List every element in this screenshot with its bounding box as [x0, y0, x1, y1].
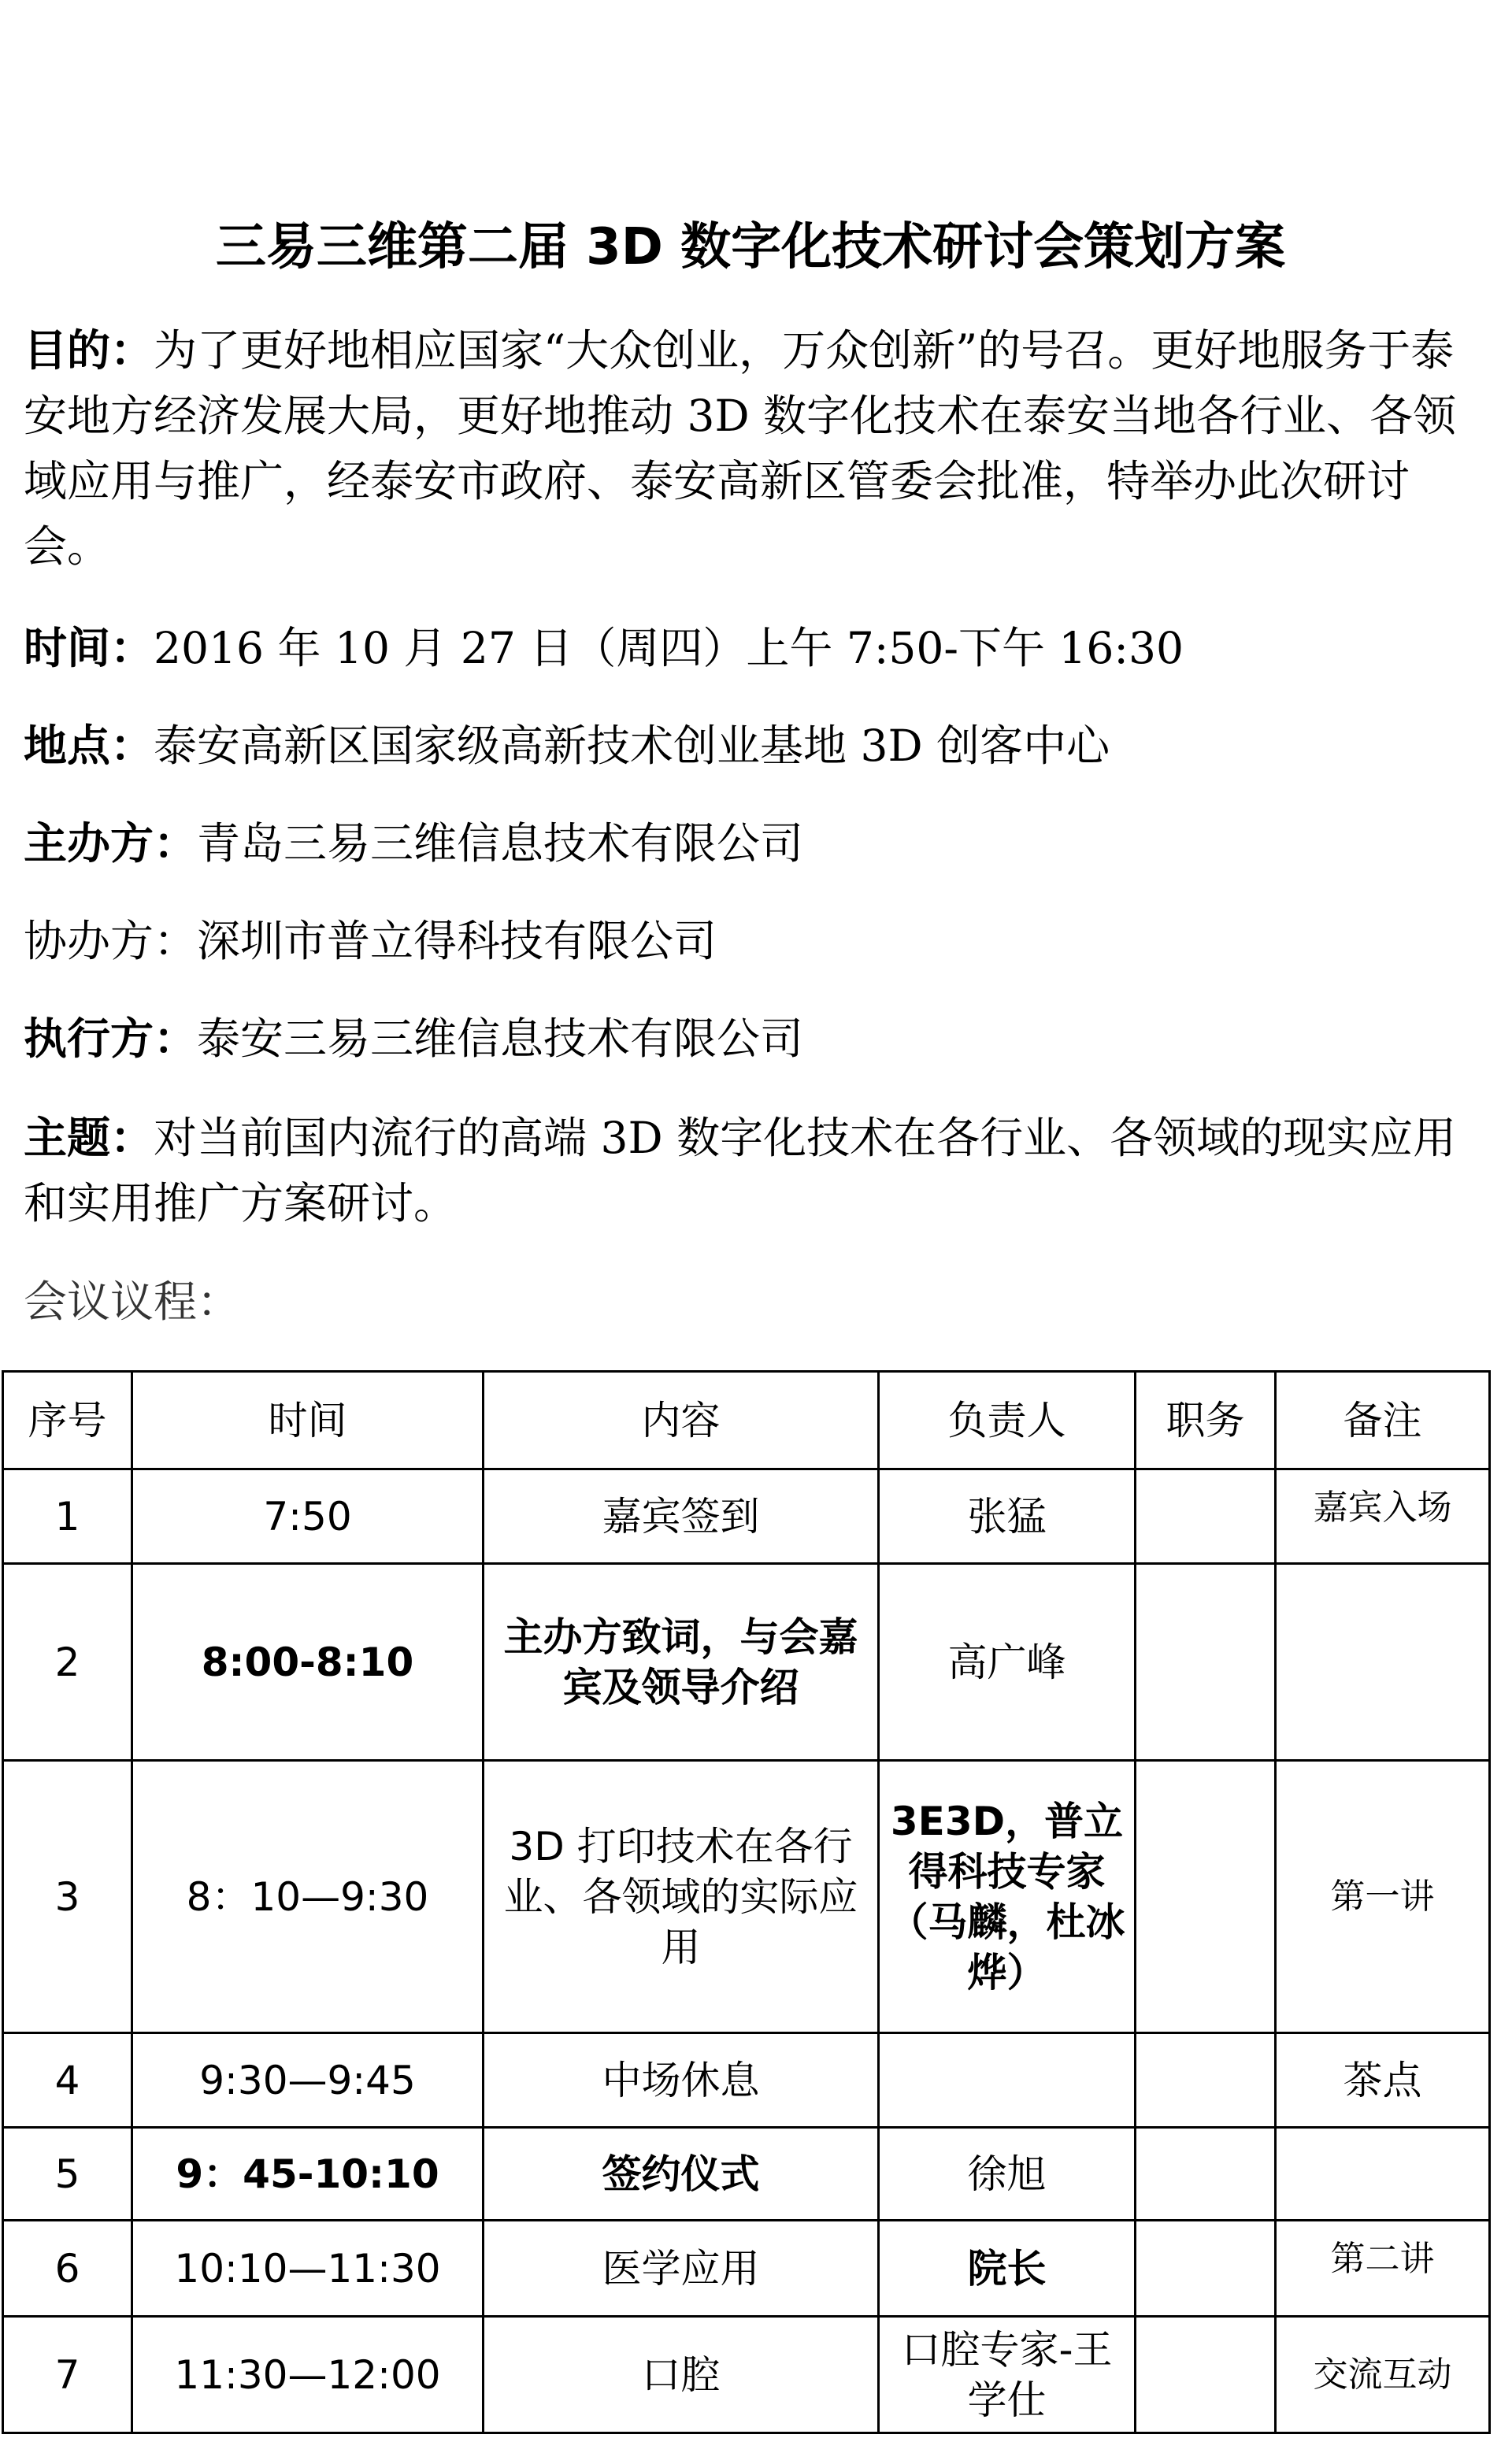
row-content: 主办方致词，与会嘉宾及领导介绍 [484, 1564, 879, 1761]
time-label: 时间： [24, 623, 154, 673]
row-no: 1 [3, 1469, 132, 1564]
row-note: 第一讲 [1276, 1761, 1490, 2033]
table-row [3, 1564, 1490, 1761]
row-no: 3 [3, 1761, 132, 2033]
row-position [1136, 1469, 1276, 1564]
row-content: 嘉宾签到 [484, 1469, 879, 1564]
row-owner: 徐旭 [879, 2128, 1136, 2221]
row-time: 11:30—12:00 [132, 2317, 484, 2433]
row-time: 8：10—9:30 [132, 1761, 484, 2033]
time-text: 2016 年 10 月 27 日（周四）上午 7:50-下午 16:30 [154, 623, 1184, 673]
executor-label: 执行方： [24, 1013, 198, 1064]
row-content: 3D 打印技术在各行业、各领域的实际应用 [484, 1761, 879, 2033]
table-row [3, 2033, 1490, 2128]
row-time: 9：45-10:10 [132, 2128, 484, 2221]
row-time: 9:30—9:45 [132, 2033, 484, 2128]
co-host-line [24, 909, 1481, 974]
row-owner: 口腔专家-王学仕 [879, 2317, 1136, 2433]
host-label: 主办方： [24, 818, 198, 869]
header-cell-position: 职务 [1136, 1372, 1276, 1469]
purpose-text: 为了更好地相应国家“大众创业，万众创新”的号召。更好地服务于泰安地方经济发展大局，更好地推动 3D 数字化技术在泰安当地各行业、各领域应用与推广，经泰安市政府、泰安高新区管委会批准，特举办此次研讨会。 [24, 325, 1457, 572]
header-cell-note: 备注 [1276, 1372, 1490, 1469]
theme-paragraph [24, 1106, 1481, 1236]
row-owner: 张猛 [879, 1469, 1136, 1564]
table-row [3, 1469, 1490, 1564]
time-line [24, 616, 1481, 681]
table-row [3, 1761, 1490, 2033]
place-text: 泰安高新区国家级高新技术创业基地 3D 创客中心 [154, 721, 1110, 771]
row-owner: 高广峰 [879, 1564, 1136, 1761]
row-time: 7:50 [132, 1469, 484, 1564]
place-line [24, 713, 1481, 779]
table-row [3, 2128, 1490, 2221]
row-content: 医学应用 [484, 2221, 879, 2317]
executor-line [24, 1006, 1481, 1072]
header-cell-no: 序号 [3, 1372, 132, 1469]
row-owner: 3E3D，普立得科技专家（马麟，杜冰烨） [879, 1761, 1136, 2033]
header-cell-owner: 负责人 [879, 1372, 1136, 1469]
executor-text: 泰安三易三维信息技术有限公司 [197, 1013, 804, 1064]
row-position [1136, 1761, 1276, 2033]
row-note: 第二讲 [1276, 2221, 1490, 2317]
row-owner: 院长 [879, 2221, 1136, 2317]
row-note: 茶点 [1276, 2033, 1490, 2128]
agenda-table [2, 1370, 1491, 2434]
row-position [1136, 2317, 1276, 2433]
host-text: 青岛三易三维信息技术有限公司 [197, 818, 804, 869]
theme-text: 对当前国内流行的高端 3D 数字化技术在各行业、各领域的现实应用和实用推广方案研讨。 [24, 1113, 1457, 1228]
table-row [3, 2317, 1490, 2433]
purpose-paragraph [24, 318, 1481, 580]
row-position [1136, 2033, 1276, 2128]
row-no: 4 [3, 2033, 132, 2128]
document-title: 三易三维第二届 3D 数字化技术研讨会策划方案 [215, 218, 1286, 276]
row-content: 签约仪式 [484, 2128, 879, 2221]
row-no: 2 [3, 1564, 132, 1761]
theme-label: 主题： [24, 1113, 154, 1163]
row-content: 口腔 [484, 2317, 879, 2433]
header-cell-time: 时间 [132, 1372, 484, 1469]
row-note: 嘉宾入场 [1276, 1469, 1490, 1564]
host-line [24, 811, 1481, 876]
row-no: 7 [3, 2317, 132, 2433]
agenda-label: 会议议程： [24, 1276, 241, 1327]
row-no: 5 [3, 2128, 132, 2221]
row-time: 8:00-8:10 [132, 1564, 484, 1761]
co-host-label: 协办方： [24, 916, 198, 966]
row-note: 交流互动 [1276, 2317, 1490, 2433]
row-time: 10:10—11:30 [132, 2221, 484, 2317]
co-host-text: 深圳市普立得科技有限公司 [197, 916, 717, 966]
row-note [1276, 2128, 1490, 2221]
row-position [1136, 2128, 1276, 2221]
table-row [3, 2221, 1490, 2317]
row-owner [879, 2033, 1136, 2128]
place-label: 地点： [24, 721, 154, 771]
row-position [1136, 1564, 1276, 1761]
purpose-label: 目的： [24, 325, 154, 376]
row-position [1136, 2221, 1276, 2317]
row-note [1276, 1564, 1490, 1761]
row-no: 6 [3, 2221, 132, 2317]
row-content: 中场休息 [484, 2033, 879, 2128]
header-cell-content: 内容 [484, 1372, 879, 1469]
agenda-header-row [3, 1372, 1490, 1469]
